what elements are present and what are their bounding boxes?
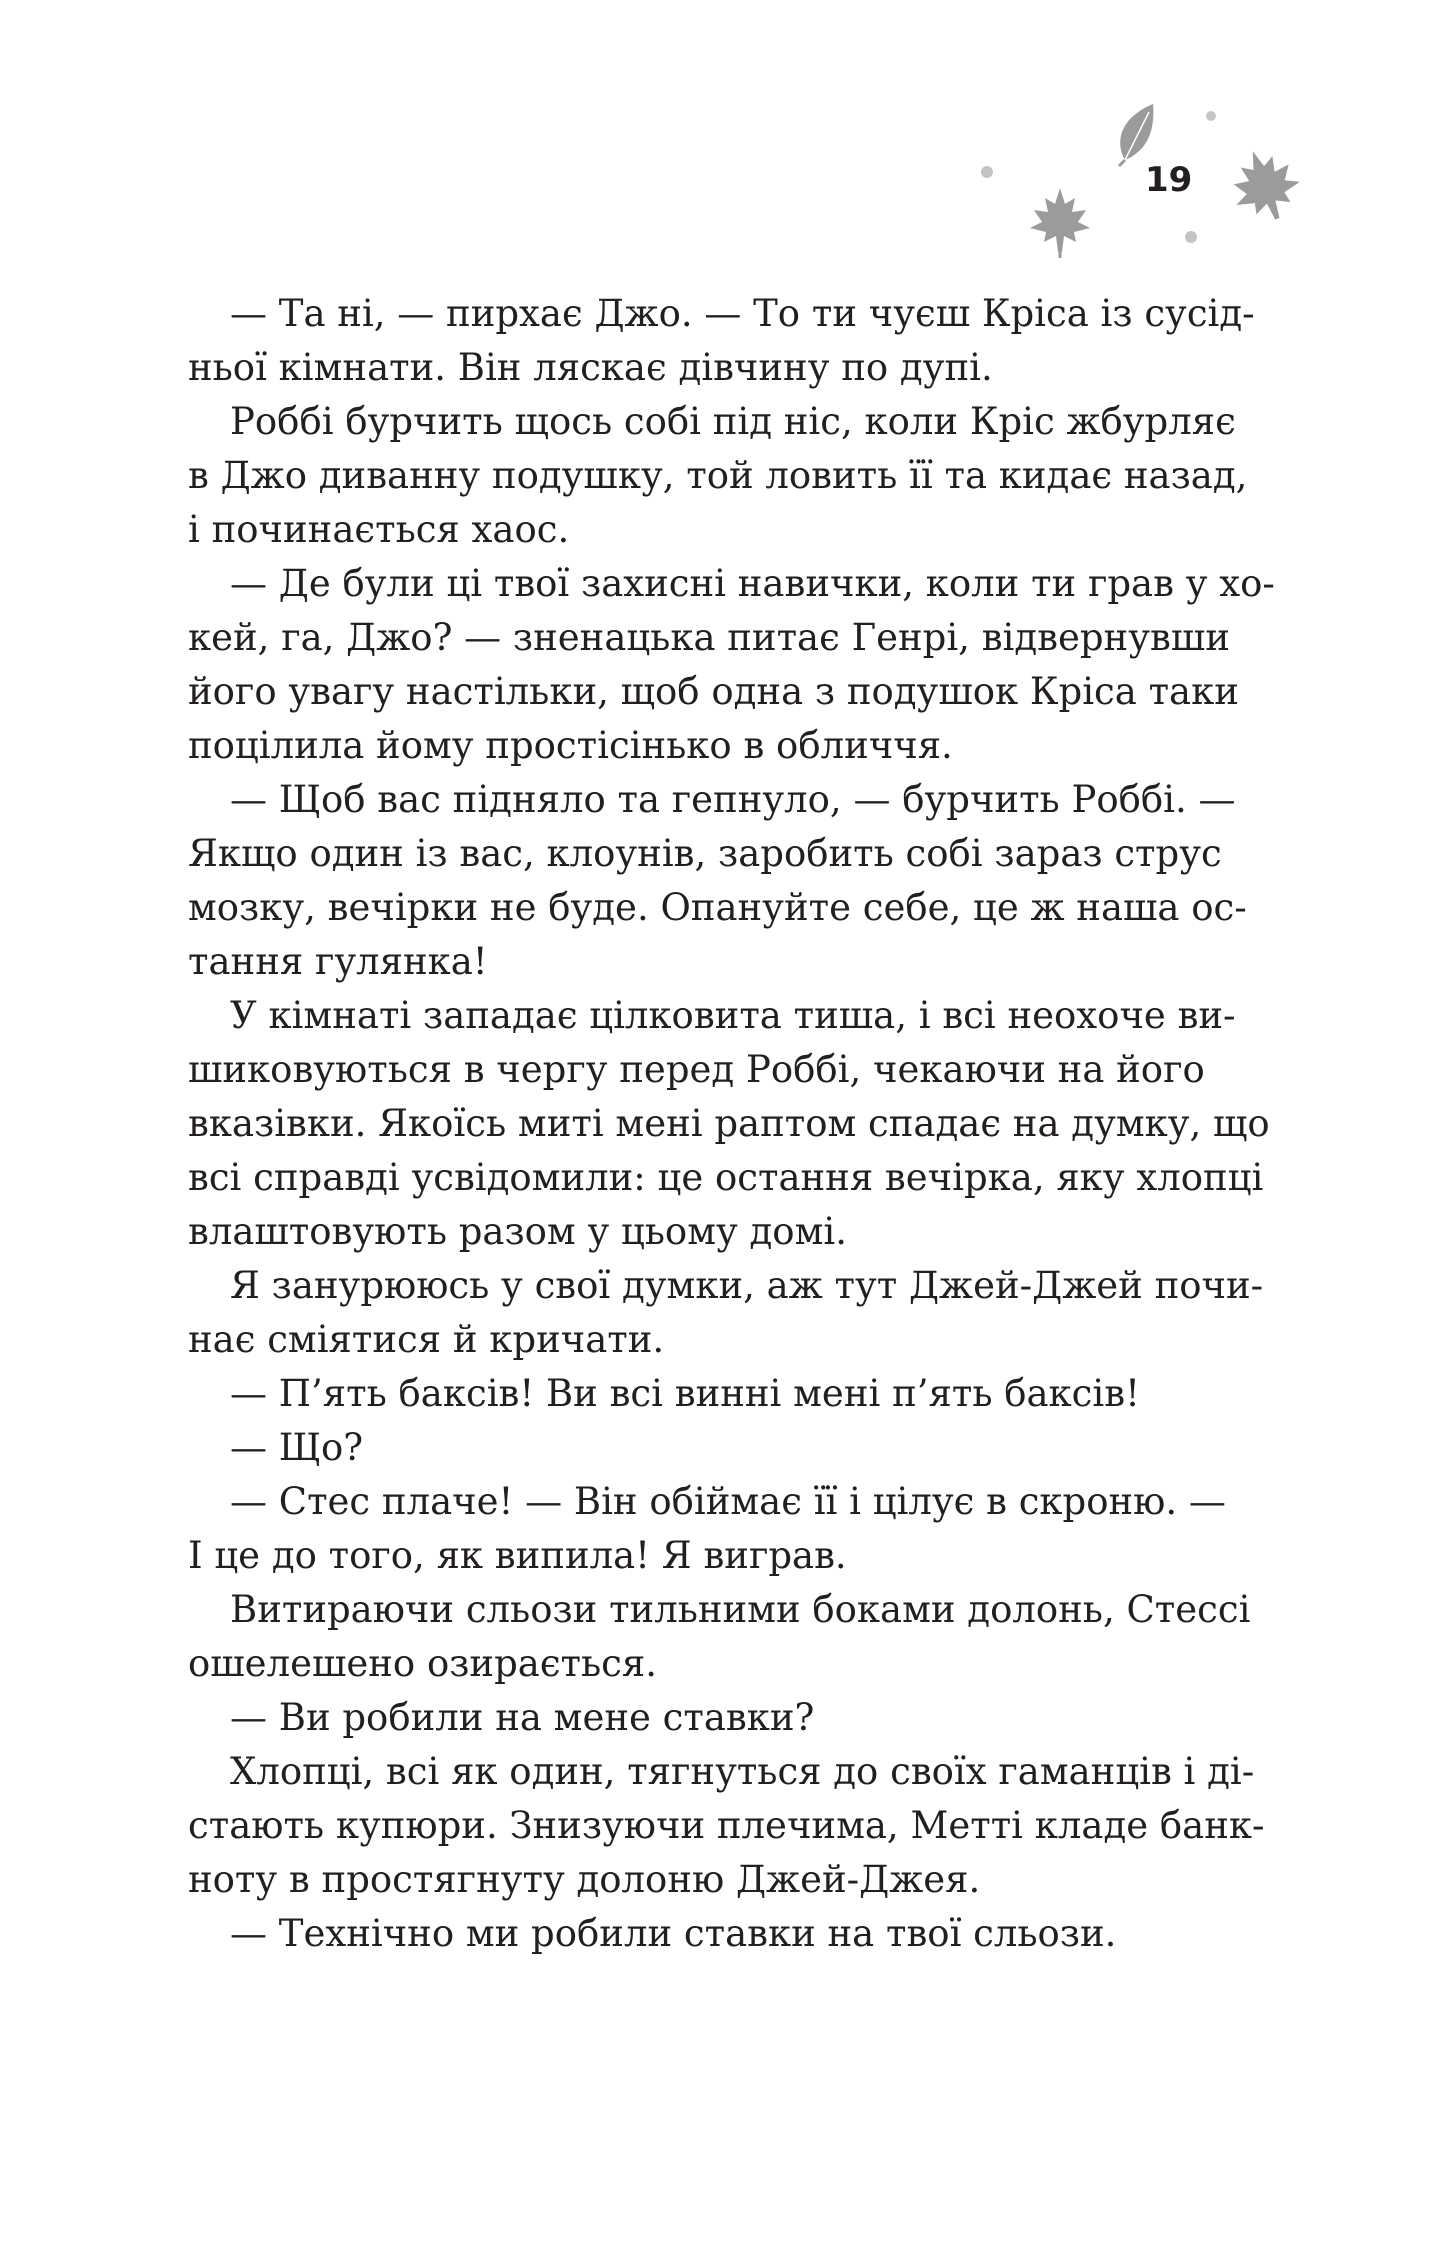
- body-text: [188, 287, 1275, 1961]
- text-line: кей, га, Джо? — зненацька питає Генрі, відвернувши: [188, 616, 1230, 659]
- text-line: — Технічно ми робили ставки на твої сльози.: [230, 1912, 1117, 1955]
- text-line: всі справді усвідомили: це остання вечірка, яку хлопці: [188, 1156, 1264, 1199]
- text-line: І це до того, як випила! Я виграв.: [188, 1534, 847, 1577]
- text-line: Якщо один із вас, клоунів, заробить собі зараз струс: [188, 832, 1222, 875]
- text-line: стають купюри. Знизуючи плечима, Метті кладе банк-: [188, 1804, 1265, 1847]
- text-line: Витираючи сльози тильними боками долонь, Стессі: [230, 1588, 1251, 1631]
- text-line: поцілила йому простісінько в обличчя.: [188, 724, 953, 767]
- text-line: вказівки. Якоїсь миті мені раптом спадає на думку, що: [188, 1102, 1270, 1145]
- text-line: Роббі бурчить щось собі під ніс, коли Кріс жбурляє: [230, 400, 1236, 443]
- maple-leaf-icon: [1020, 180, 1100, 260]
- text-line: Я занурююсь у свої думки, аж тут Джей-Джей почи-: [230, 1264, 1264, 1307]
- text-line: і починається хаос.: [188, 508, 570, 551]
- page-number: 19: [1145, 160, 1193, 200]
- text-line: мозку, вечірки не буде. Опануйте себе, це ж наша ос-: [188, 886, 1247, 929]
- text-line: тання гулянка!: [188, 940, 488, 983]
- maple-leaf-icon: [1220, 140, 1310, 230]
- text-line: — Де були ці твої захисні навички, коли ти грав у хо-: [230, 562, 1275, 605]
- text-line: ньої кімнати. Він ляскає дівчину по дупі.: [188, 346, 993, 389]
- text-line: — Ви робили на мене ставки?: [230, 1696, 815, 1739]
- text-line: ошелешено озирається.: [188, 1642, 657, 1685]
- text-line: — Та ні, — пирхає Джо. — То ти чуєш Кріса із сусід-: [230, 292, 1255, 335]
- text-line: — Стес плаче! — Він обіймає її і цілує в скроню. —: [230, 1480, 1226, 1523]
- text-line: нає сміятися й кричати.: [188, 1318, 665, 1361]
- text-line: в Джо диванну подушку, той ловить її та кидає назад,: [188, 454, 1248, 497]
- text-line: Хлопці, всі як один, тягнуться до своїх гаманців і ді-: [230, 1750, 1255, 1793]
- text-line: ноту в простягнуту долоню Джей-Джея.: [188, 1858, 981, 1901]
- dot-icon: [1184, 230, 1198, 244]
- text-line: — Щоб вас підняло та гепнуло, — бурчить Роббі. —: [230, 778, 1236, 821]
- dot-icon: [1205, 110, 1217, 122]
- leaf-icon: [1105, 98, 1165, 168]
- text-line: його увагу настільки, щоб одна з подушок Кріса таки: [188, 670, 1239, 713]
- text-line: У кімнаті западає цілковита тиша, і всі неохоче ви-: [230, 994, 1236, 1037]
- text-line: влаштовують разом у цьому домі.: [188, 1210, 847, 1253]
- text-line: — П’ять баксів! Ви всі винні мені п’ять баксів!: [230, 1372, 1140, 1415]
- text-line: — Що?: [230, 1426, 364, 1469]
- dot-icon: [980, 165, 994, 179]
- text-line: шиковуються в чергу перед Роббі, чекаючи на його: [188, 1048, 1205, 1091]
